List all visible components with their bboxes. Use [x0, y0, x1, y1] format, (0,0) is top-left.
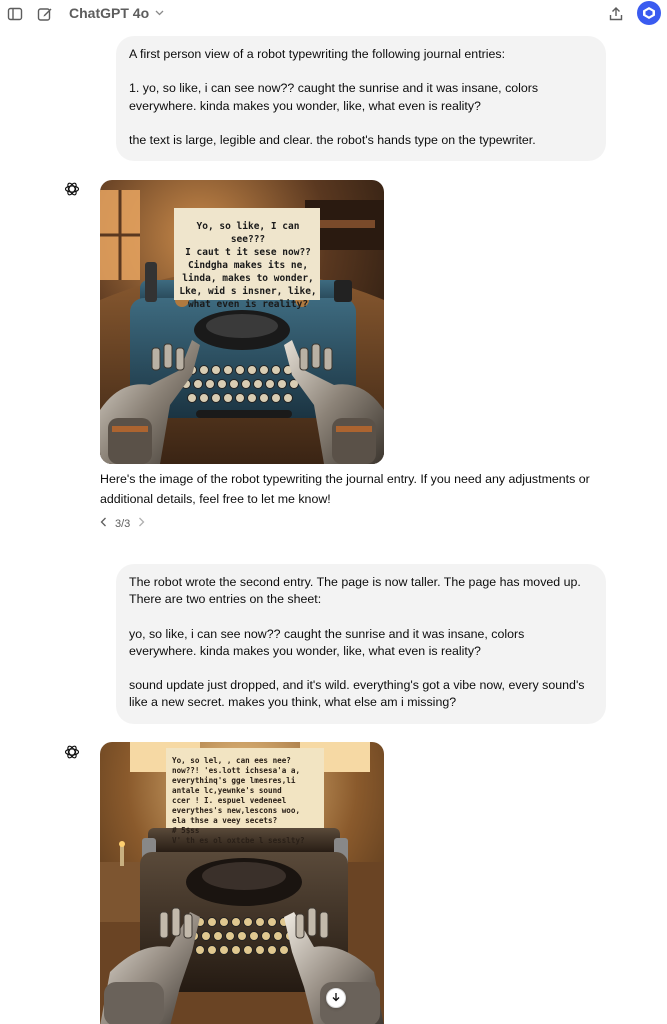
typed-line: what even is reality? [187, 299, 309, 310]
typed-line: everythinq's gge lmesres,li [172, 776, 296, 785]
pager-label: 3/3 [115, 517, 131, 530]
chevron-right-icon[interactable] [138, 517, 145, 530]
scroll-to-bottom-button[interactable] [326, 988, 346, 1008]
top-bar [0, 0, 667, 28]
typed-line: Cindgha makes its ne, [187, 260, 309, 271]
user-message [116, 36, 606, 161]
typed-paper-text [172, 756, 322, 846]
sidebar-toggle-icon[interactable] [5, 4, 25, 24]
model-selector[interactable] [69, 5, 164, 21]
typed-line: everythes's new,lescons woo, [172, 806, 301, 815]
typed-paper-text [178, 220, 318, 311]
typed-line: antale lc,yewnke's sound [172, 786, 282, 795]
chatgpt-logo-icon [64, 181, 80, 197]
typed-line: ela thse a veey secets? [172, 816, 278, 825]
typed-line: # 5$ss [172, 826, 200, 835]
typed-line: Lke, wid s insner, like, [179, 286, 317, 297]
response-pager [100, 517, 145, 530]
generated-image[interactable] [100, 742, 384, 1024]
typed-line: Yo, so lel, , can ees nee? [172, 756, 291, 765]
message-paragraph: The robot wrote the second entry. The page is now taller. The page has moved up. There are two entries on the sheet: [129, 575, 581, 607]
new-chat-icon[interactable] [35, 4, 55, 24]
typed-line: ccer ! I. espuel vedeneel [172, 796, 287, 805]
message-paragraph: 1. yo, so like, i can see now?? caught the sunrise and it was insane, colors everywhere. kinda makes you wonder, like, what even is reality? [129, 81, 539, 113]
model-name: ChatGPT 4o [69, 5, 150, 21]
generated-image[interactable] [100, 180, 384, 464]
user-message [116, 564, 606, 724]
chatgpt-logo-icon [64, 744, 80, 760]
message-paragraph: yo, so like, i can see now?? caught the sunrise and it was insane, colors everywhere. kinda makes you wonder, like, what even is reality? [129, 626, 525, 658]
message-paragraph: the text is large, legible and clear. the robot's hands type on the typewriter. [129, 132, 536, 147]
typed-line: linda, makes to wonder, [182, 273, 314, 284]
chevron-left-icon[interactable] [100, 517, 107, 530]
chevron-down-icon [155, 8, 164, 19]
typed-line: I caut t it sese now?? [185, 247, 311, 258]
assistant-message-text: Here's the image of the robot typewriting the journal entry. If you need any adjustments or additional details, feel free to let me know! [100, 472, 590, 506]
share-icon[interactable] [606, 4, 626, 24]
typed-line: V' th es ol oxtcbe l sesslty? [172, 836, 305, 845]
message-paragraph: sound update just dropped, and it's wild. everything's got a vibe now, every sound's like a new secret. makes you think, what else am i missing? [129, 678, 585, 710]
typed-line: now??! 'es.lott ichsesa'a a, [172, 766, 301, 775]
typed-line: Yo, so like, I can see??? [196, 221, 300, 245]
arrow-down-icon [331, 989, 341, 1007]
avatar-icon[interactable] [637, 1, 661, 25]
message-paragraph: A first person view of a robot typewriting the following journal entries: [129, 47, 506, 61]
